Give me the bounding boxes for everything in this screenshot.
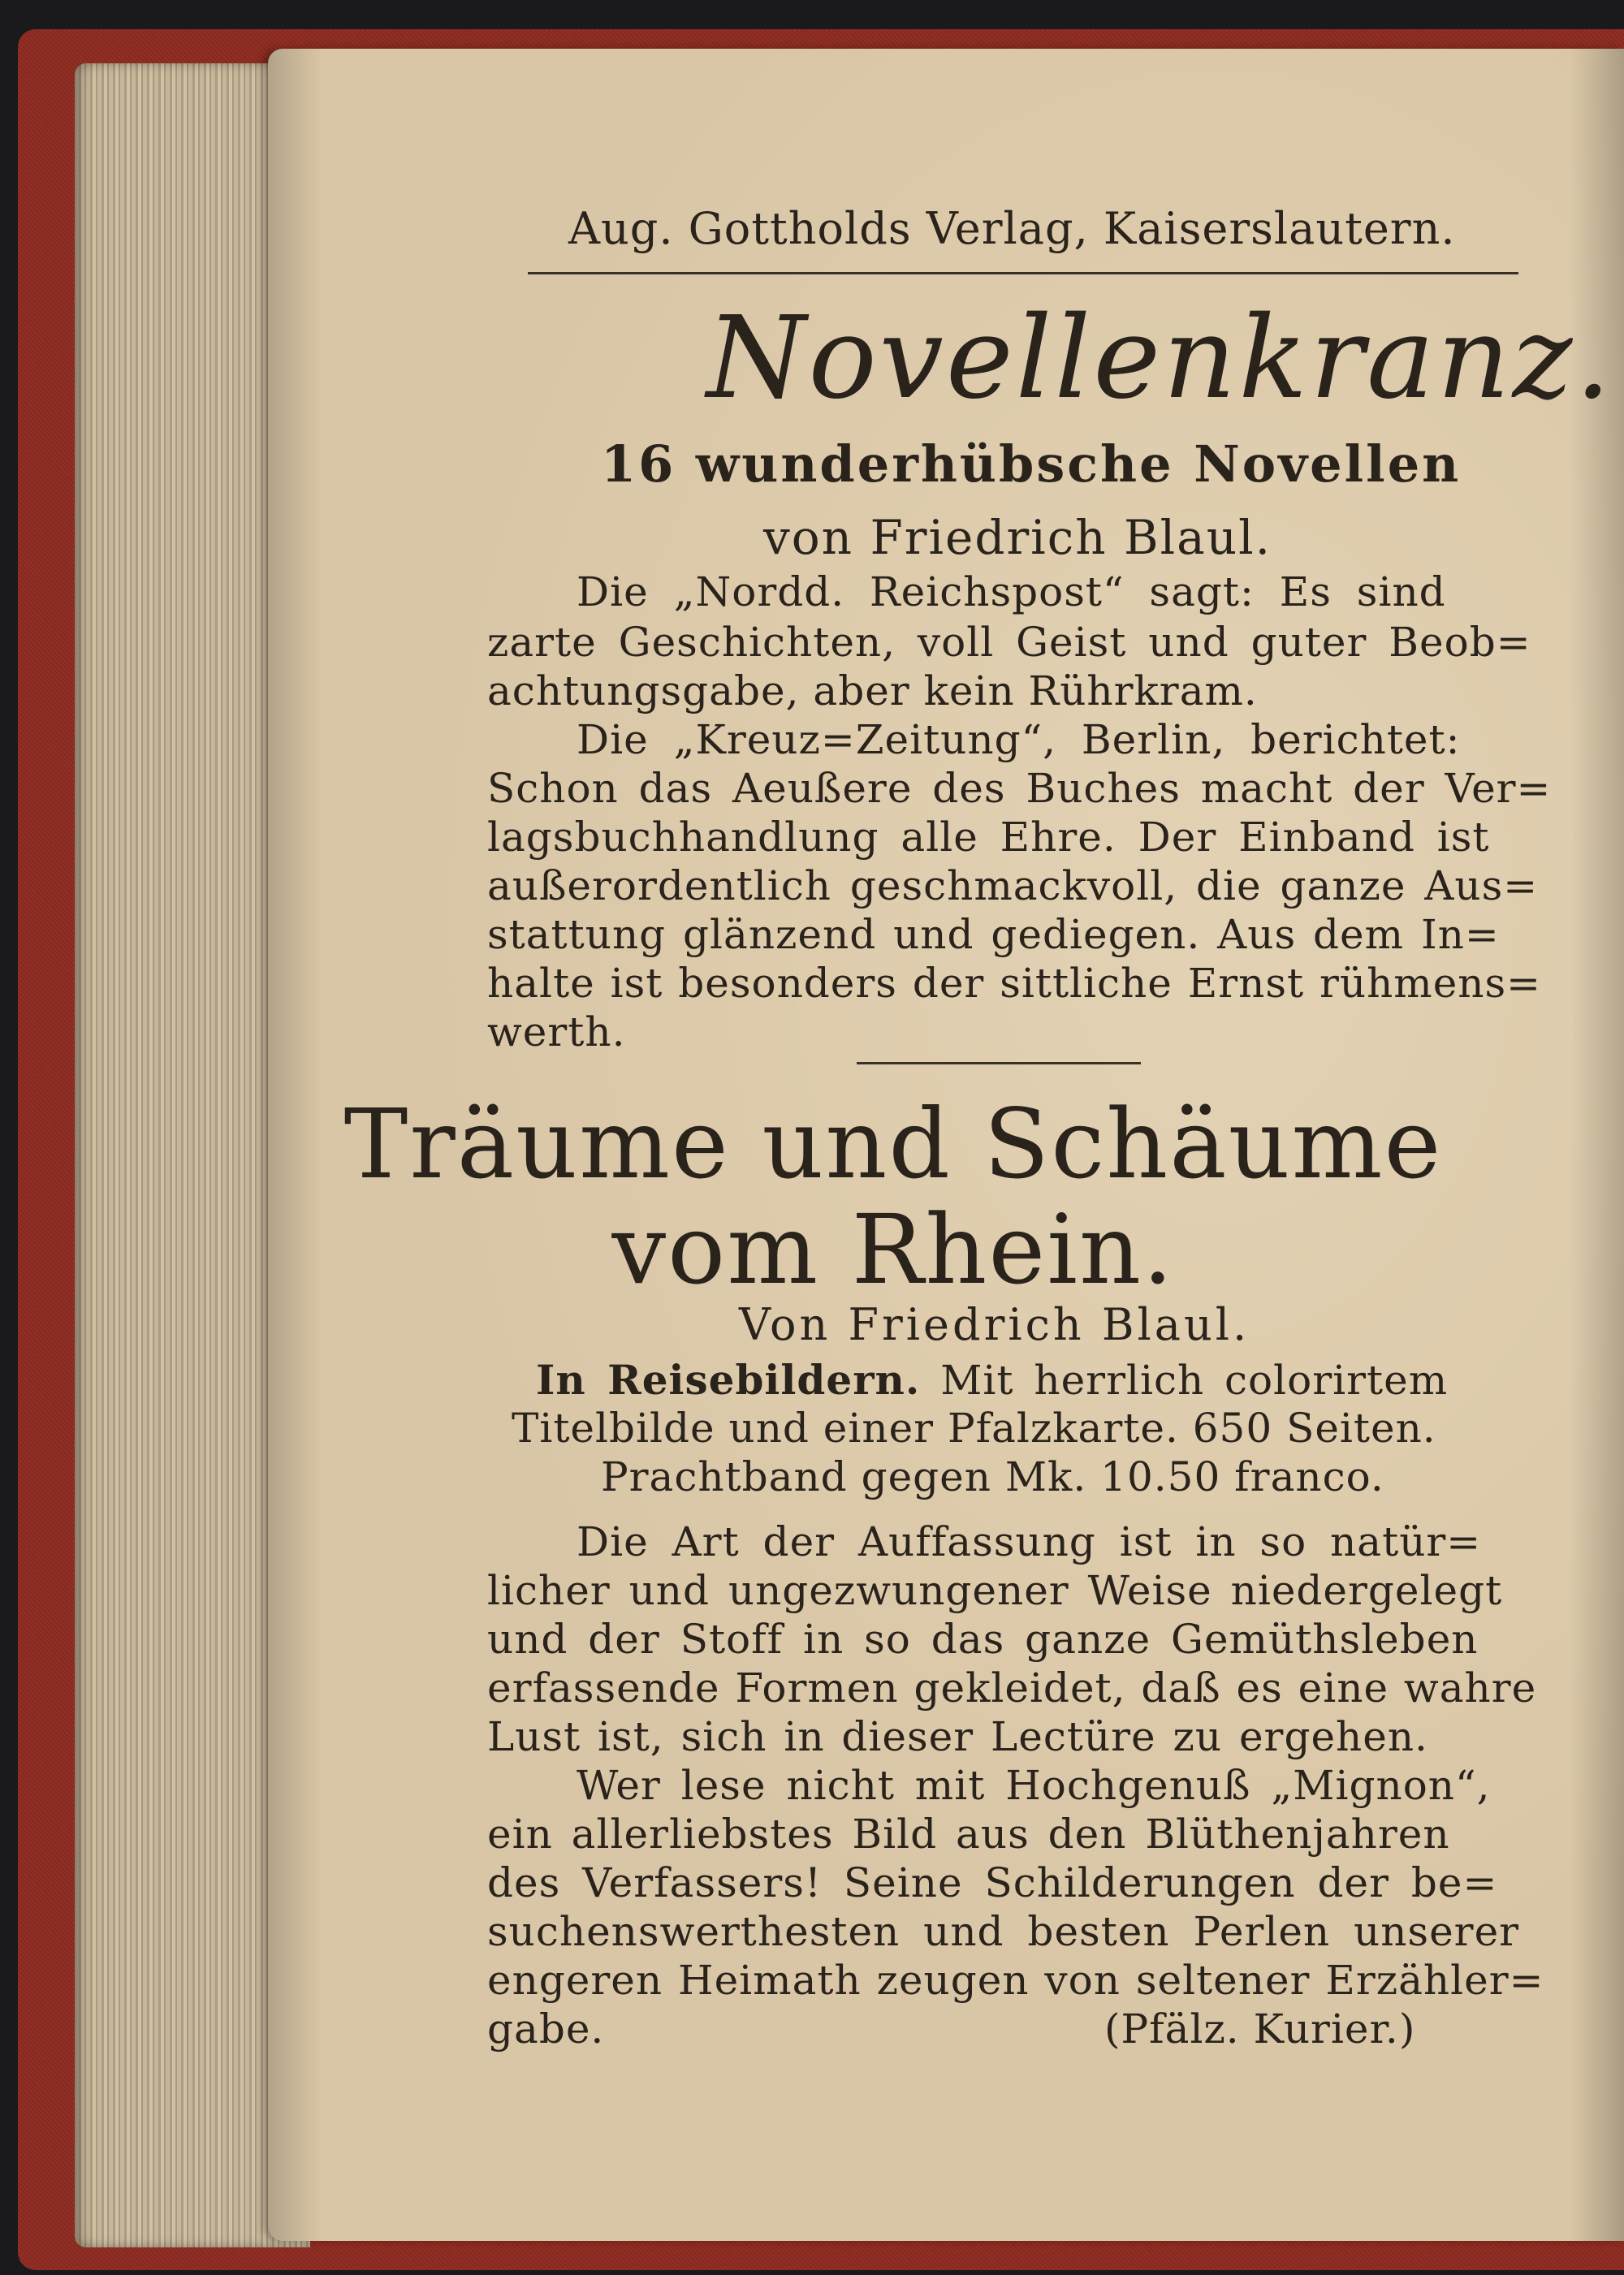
book2-review-line: des Verfassers! Seine Schilderungen der be= [487, 1859, 1498, 1906]
book1-review-line: stattung glänzend und gediegen. Aus dem In= [487, 911, 1500, 958]
book1-review-line: lagsbuchhandlung alle Ehre. Der Einband ist [487, 814, 1490, 861]
book1-review-line: Die „Kreuz=Zeitung“, Berlin, berichtet: [577, 716, 1461, 763]
book2-review-line: Lust ist, sich in dieser Lectüre zu ergehen. [487, 1713, 1428, 1760]
book1-review-line: halte ist besonders der sittliche Ernst rühmens= [487, 960, 1542, 1007]
book2-title-line1: Träume und Schäume [343, 1088, 1443, 1200]
book2-edition-bold: In Reisebildern. [536, 1356, 921, 1404]
book2-edition-line3: Prachtband gegen Mk. 10.50 franco. [601, 1453, 1384, 1500]
header-rule [528, 272, 1518, 274]
book2-review-line: ein allerliebstes Bild aus den Blüthenjahren [487, 1811, 1450, 1858]
book1-subtitle: 16 wunderhübsche Novellen [601, 434, 1462, 494]
section-divider [857, 1062, 1141, 1064]
book1-review-line: zarte Geschichten, voll Geist und guter Beob= [487, 619, 1531, 666]
book1-review-line: außerordentlich geschmackvoll, die ganze Aus= [487, 862, 1539, 909]
book1-review-line: achtungsgabe, aber kein Rührkram. [487, 667, 1258, 714]
book2-review-line: gabe. [487, 2005, 605, 2053]
book2-review-line: erfassende Formen gekleidet, daß es eine wahre [487, 1664, 1537, 1712]
book1-author: von Friedrich Blaul. [763, 510, 1272, 565]
publisher-header: Aug. Gottholds Verlag, Kaiserslautern. [568, 203, 1456, 254]
book2-edition-line [536, 1356, 1448, 1404]
book1-title: Novellenkranz. [706, 292, 1613, 425]
book2-review-line: suchenswerthesten und besten Perlen unserer [487, 1908, 1520, 1955]
book1-review-line: Schon das Aeußere des Buches macht der Ver= [487, 765, 1552, 812]
book2-review-line: Wer lese nicht mit Hochgenuß „Mignon“, [577, 1762, 1491, 1809]
book2-review-line: und der Stoff in so das ganze Gemüthsleben [487, 1616, 1479, 1663]
book2-edition-rest: Mit herrlich colorirtem [940, 1357, 1449, 1404]
book2-review-source: (Pfälz. Kurier.) [1104, 2005, 1416, 2053]
book1-review-line: Die „Nordd. Reichspost“ sagt: Es sind [577, 568, 1446, 615]
book2-edition-line2: Titelbilde und einer Pfalzkarte. 650 Seiten. [512, 1405, 1436, 1452]
book2-title-line2: vom Rhein. [611, 1194, 1175, 1306]
book2-review-line: Die Art der Auffassung ist in so natür= [577, 1518, 1482, 1565]
book1-review-line: werth. [487, 1008, 626, 1055]
book2-review-line: licher und ungezwungener Weise niedergelegt [487, 1567, 1503, 1614]
book2-author: Von Friedrich Blaul. [739, 1299, 1250, 1350]
book2-review-line: engeren Heimath zeugen von seltener Erzähler= [487, 1957, 1544, 2004]
